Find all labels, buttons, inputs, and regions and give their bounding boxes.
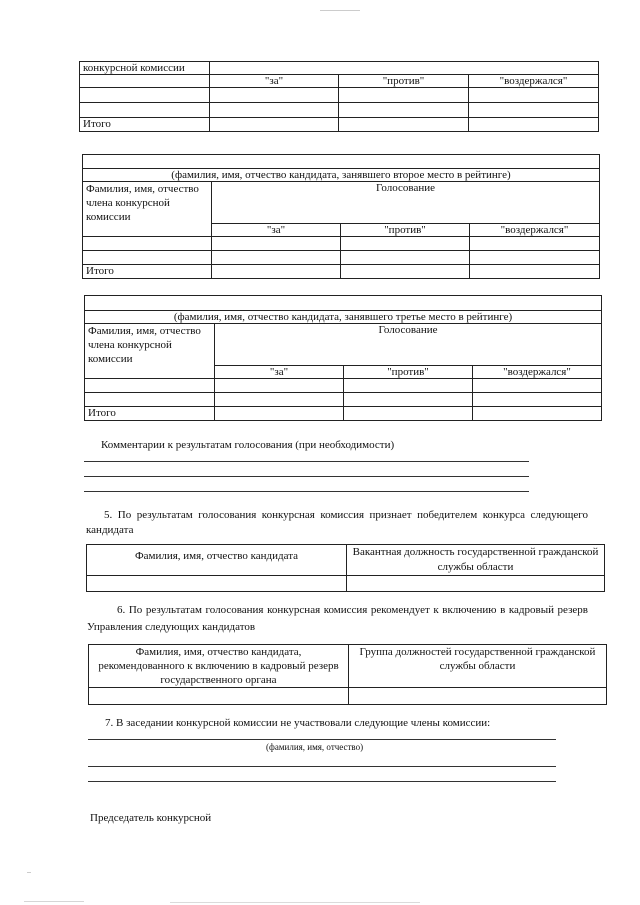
for-header: "за" (215, 366, 344, 379)
against-header: "против" (341, 224, 470, 237)
voting-header: Голосование (212, 182, 600, 224)
member-label: Фамилия, имя, отчество члена конкурсной комиссии (83, 182, 212, 237)
voting-table-third-place (84, 295, 602, 421)
scan-speck (24, 901, 84, 902)
section-7-text: 7. В заседании конкурсной комиссии не участвовали следующие члены комиссии: (105, 717, 491, 729)
candidate-caption: (фамилия, имя, отчество кандидата, занявшего второе место в рейтинге) (83, 169, 600, 182)
section-6-text: 6. По результатам голосования конкурсная комиссия рекомендует к включению в кадровый резерв Управления следующих кандидатов (87, 604, 588, 633)
total-label: Итого (80, 118, 210, 132)
reserve-table (88, 644, 607, 705)
vacant-position-header: Вакантная должность государственной гражданской службы области (347, 545, 605, 576)
candidate-caption: (фамилия, имя, отчество кандидата, занявшего третье место в рейтинге) (85, 311, 602, 324)
scan-speck (320, 10, 360, 11)
voting-table-first (79, 61, 599, 132)
absent-members-line (88, 781, 556, 782)
voting-table-second-place (82, 154, 600, 279)
for-header: "за" (210, 75, 339, 88)
absent-members-caption: (фамилия, имя, отчество) (266, 742, 364, 752)
for-header: "за" (212, 224, 341, 237)
scan-speck (27, 872, 31, 873)
candidate-name-header: Фамилия, имя, отчество кандидата (87, 545, 347, 576)
against-header: "против" (339, 75, 469, 88)
total-label: Итого (83, 265, 212, 279)
comments-line (84, 491, 529, 492)
absent-members-line (88, 739, 556, 740)
member-label: Фамилия, имя, отчество члена конкурсной комиссии (85, 324, 215, 379)
absent-members-line (88, 766, 556, 767)
abstain-header: "воздержался" (469, 75, 599, 88)
position-group-header: Группа должностей государственной гражданской службы области (349, 645, 607, 688)
winner-table (86, 544, 605, 592)
against-header: "против" (344, 366, 473, 379)
abstain-header: "воздержался" (470, 224, 600, 237)
scan-speck (170, 902, 420, 903)
comments-line (84, 461, 529, 462)
reserve-candidate-header: Фамилия, имя, отчество кандидата, рекомендованного к включению в кадровый резерв государственного органа (89, 645, 349, 688)
total-label: Итого (85, 407, 215, 421)
comments-line (84, 476, 529, 477)
voting-header: Голосование (215, 324, 602, 366)
comments-label: Комментарии к результатам голосования (при необходимости) (101, 439, 395, 451)
abstain-header: "воздержался" (473, 366, 602, 379)
section-5-text: 5. По результатам голосования конкурсная комиссия признает победителем конкурса следующего кандидата (86, 509, 588, 536)
member-label-cell: конкурсной комиссии (80, 62, 210, 75)
chairman-label: Председатель конкурсной (90, 812, 212, 824)
